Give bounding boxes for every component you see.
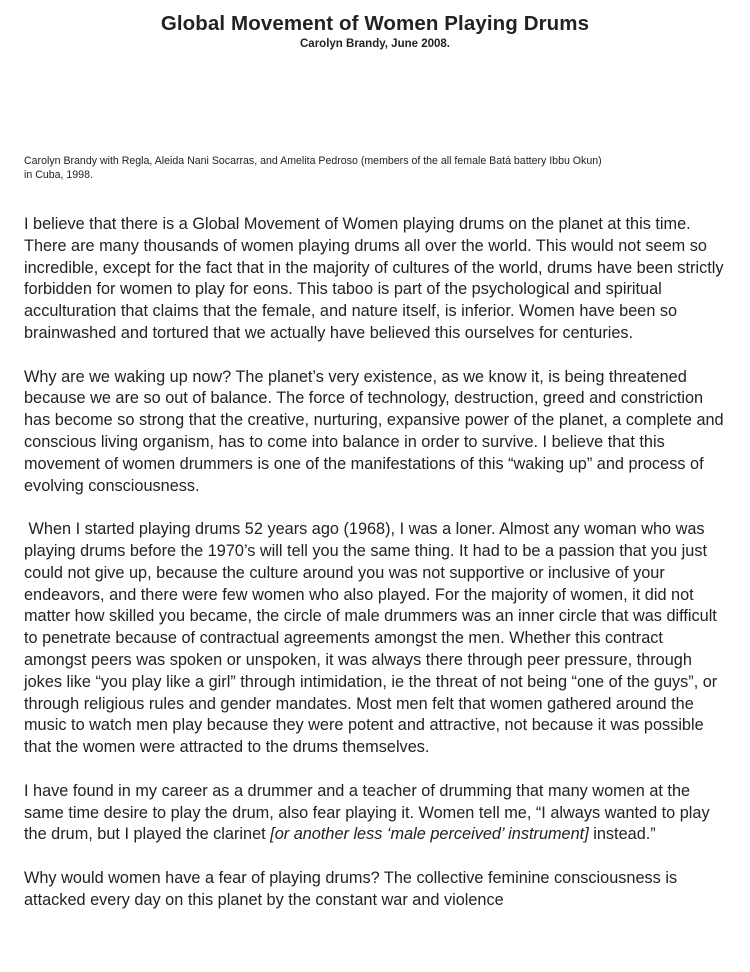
- paragraph-1: I believe that there is a Global Movement of Women playing drums on the planet at this time. There are many thousands of women playing drums all over the world. This would not seem so incredible, except for the fact that in the majority of cultures of the world, drums have been strictly forbidden for women to play for eons. This taboo is part of the psychological and spiritual acculturation that claims that the female, and nature itself, is inferior. Women have been so brainwashed and tortured that we actually have believed this ourselves for centuries.: [24, 215, 724, 342]
- paragraph-4: [24, 781, 724, 846]
- paragraph-4-italic: [or another less ‘male perceived’ instrument]: [270, 825, 589, 844]
- document-byline: Carolyn Brandy, June 2008.: [300, 38, 450, 50]
- article-body: [24, 214, 724, 933]
- photo-caption-line-2: in Cuba, 1998.: [24, 169, 93, 181]
- paragraph-4-end: instead.”: [588, 825, 656, 844]
- document-title: Global Movement of Women Playing Drums: [160, 12, 590, 35]
- paragraph-3: [24, 519, 724, 759]
- paragraph-3-text: When I started playing drums 52 years ago (1968), I was a loner. Almost any woman who was playing drums before the 1970’s will tell you the same thing. It had to be a passion that you just could not give up, because the culture around you was not supportive or inclusive of your endeavors, and there were few women who also played. For the majority of women, it did not matter how skilled you became, the circle of male drummers was an inner circle that was difficult to penetrate because of contractual agreements amongst the men. Whether this contract amongst peers was spoken or unspoken, it was always there through peer pressure, through jokes like “you play like a girl” through intimidation, ie the threat of not being “one of the guys”, or through religious rules and gender mandates. Most men felt that women gathered around the music to watch men play because they were potent and attractive, not because it was possible that the women were attracted to the drums themselves.: [24, 520, 718, 757]
- paragraph-5: Why would women have a fear of playing drums? The collective feminine consciousness is attacked every day on this planet by the constant war and violence: [24, 868, 678, 909]
- paragraph-4-start: I have found in my career as a drummer and a teacher of drumming that many women at the same time desire to play the drum, also fear playing it. Women tell me, “I always wanted to play the drum, but I played the clarinet: [24, 781, 710, 844]
- photo-caption: [24, 154, 729, 182]
- photo-caption-line-1: Carolyn Brandy with Regla, Aleida Nani Socarras, and Amelita Pedroso (members of the all female Batá battery Ibbu Okun): [24, 155, 602, 167]
- paragraph-2: Why are we waking up now? The planet’s very existence, as we know it, is being threatened because we are so out of balance. The force of technology, destruction, greed and constriction has become so strong that the creative, nurturing, expansive power of the planet, a complete and conscious living organism, has to come into balance in order to survive. I believe that this movement of women drummers is one of the manifestations of this “waking up” and process of evolving consciousness.: [24, 367, 724, 495]
